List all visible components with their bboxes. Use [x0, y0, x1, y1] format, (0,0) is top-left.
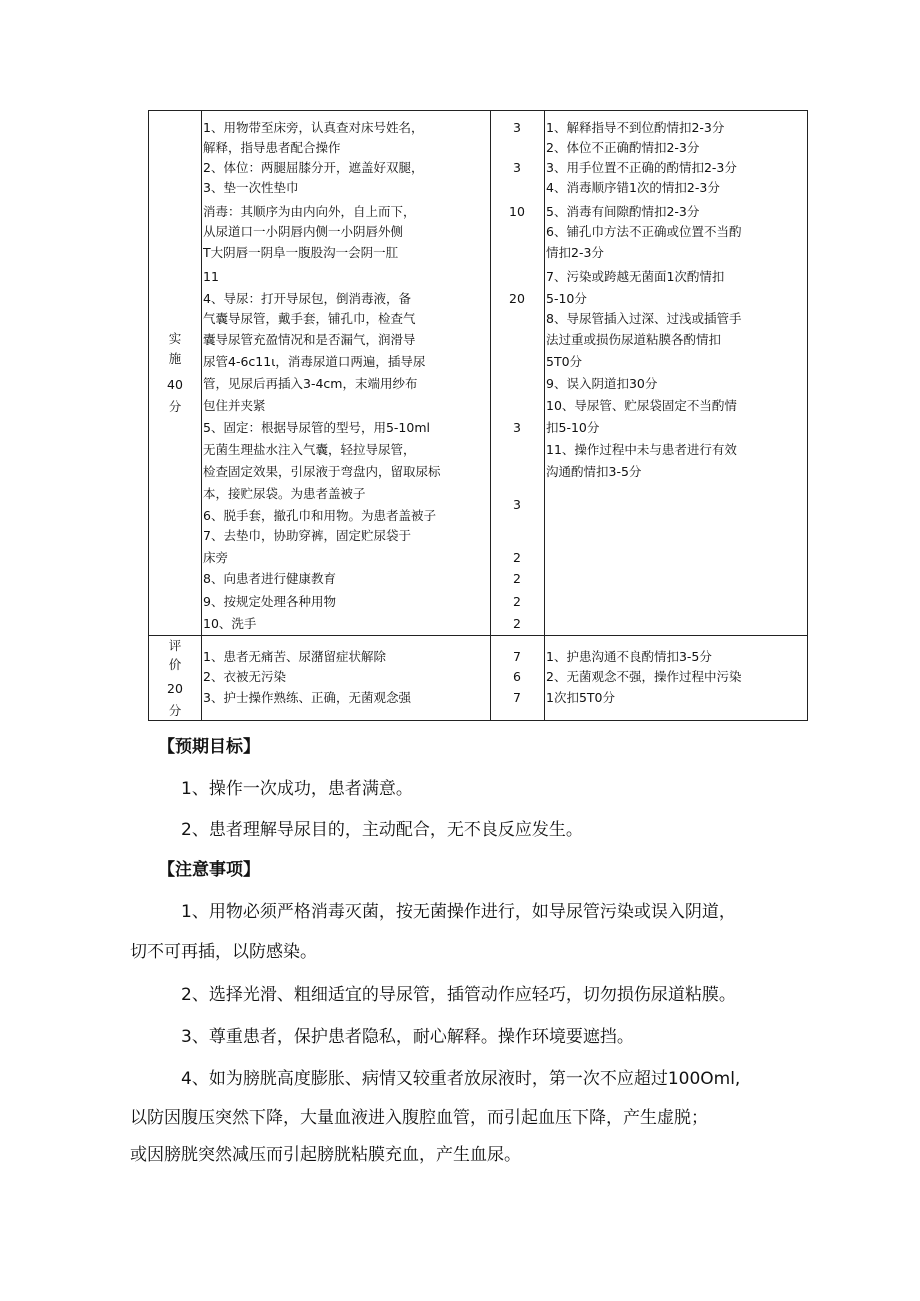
impl-step-line: 尿管4-6c11ι，消毒尿道口两遍，插导尿	[203, 354, 426, 369]
impl-step-line: 气囊导尿管，戴手套，铺孔巾，检查气	[203, 311, 416, 326]
eval-category-label: 价	[168, 657, 182, 672]
impl-step-line: 5、固定：根据导尿管的型号，用5-10ml	[203, 420, 430, 435]
note-line: 切不可再插，以防感染。	[130, 942, 317, 962]
impl-step-line: 7、去垫巾，协助穿裤，固定贮尿袋于	[203, 528, 411, 543]
eval-item-line: 1、患者无痛苦、尿潴留症状解除	[203, 649, 386, 664]
impl-step-line: 消毒：其顺序为由内向外，自上而下，	[203, 204, 416, 219]
impl-deduction-line: 情扣2-3分	[546, 245, 604, 260]
impl-deduction-line: 5T0分	[546, 354, 583, 369]
impl-step-line: 检查固定效果，引尿液于弯盘内，留取尿标	[203, 464, 441, 479]
eval-score: 7	[513, 690, 521, 705]
impl-score: 20	[509, 291, 525, 306]
impl-step-line: 无菌生理盐水注入气囊，轻拉导尿管，	[203, 442, 416, 457]
eval-deduction-line: 1次扣5T0分	[546, 690, 615, 705]
impl-step-line: 6、脱手套，撤孔巾和用物。为患者盖被子	[203, 508, 436, 523]
impl-deduction-line: 法过重或损伤尿道粘膜各酌情扣	[546, 332, 722, 347]
impl-deduction-line: 8、导尿管插入过深、过浅或插管手	[546, 311, 742, 326]
impl-deduction-line: 沟通酌情扣3-5分	[546, 464, 642, 479]
impl-step-line: 11	[203, 269, 219, 284]
note-line: 4、如为膀胱高度膨胀、病情又较重者放尿液时，第一次不应超过100Oml,	[181, 1069, 741, 1089]
impl-deduction-line: 5-10分	[546, 291, 587, 306]
impl-score: 2	[513, 616, 521, 631]
eval-item-line: 2、衣被无污染	[203, 669, 286, 684]
impl-deduction-line: 4、消毒顺序错1次的情扣2-3分	[546, 180, 720, 195]
impl-step-line: 1、用物带至床旁，认真查对床号姓名，	[203, 120, 424, 135]
impl-step-line: T大阴唇一阴阜一腹股沟一会阴一肛	[203, 245, 399, 260]
impl-step-line: 床旁	[203, 550, 229, 565]
impl-step-line: 10、洗手	[203, 616, 257, 631]
scoring-table	[148, 110, 808, 721]
impl-score: 3	[513, 160, 521, 175]
impl-deduction-line: 9、误入阴道扣30分	[546, 376, 658, 391]
impl-step-line: 包住并夹紧	[203, 398, 266, 413]
impl-step-line: 管，见尿后再插入3-4cm，末端用纱布	[203, 376, 418, 391]
expected-goal-item: 1、操作一次成功，患者满意。	[181, 779, 413, 799]
note-line: 3、尊重患者，保护患者隐私，耐心解释。操作环境要遮挡。	[181, 1027, 634, 1047]
impl-category-label: 施	[168, 351, 182, 366]
impl-step-line: 3、垫一次性垫巾	[203, 180, 299, 195]
impl-deduction-line: 2、体位不正确酌情扣2-3分	[546, 140, 700, 155]
impl-score: 3	[513, 497, 521, 512]
column-divider	[201, 111, 202, 720]
impl-step-line: 解释，指导患者配合操作	[203, 140, 341, 155]
impl-step-line: 8、向患者进行健康教育	[203, 571, 336, 586]
impl-score: 2	[513, 571, 521, 586]
expected-goal-item: 2、患者理解导尿目的，主动配合，无不良反应发生。	[181, 820, 583, 840]
impl-step-line: 4、导尿：打开导尿包，倒消毒液，备	[203, 291, 411, 306]
impl-deduction-line: 7、污染或跨越无菌面1次酌情扣	[546, 269, 725, 284]
eval-category-label: 评	[168, 638, 182, 653]
impl-step-line: 9、按规定处理各种用物	[203, 594, 336, 609]
impl-deduction-line: 5、消毒有间隙酌情扣2-3分	[546, 204, 700, 219]
impl-step-line: 从尿道口一小阴唇内侧一小阴唇外侧	[203, 224, 404, 239]
impl-category-label: 实	[168, 331, 182, 346]
impl-deduction-line: 10、导尿管、贮尿袋固定不当酌情	[546, 398, 737, 413]
impl-deduction-line: 1、解释指导不到位酌情扣2-3分	[546, 120, 725, 135]
eval-deduction-line: 1、护患沟通不良酌情扣3-5分	[546, 649, 712, 664]
impl-score: 2	[513, 594, 521, 609]
impl-step-line: 本，接贮尿袋。为患者盖被子	[203, 486, 366, 501]
eval-score: 6	[513, 669, 521, 684]
impl-step-line: 囊导尿管充盈情况和是否漏气，润滑导	[203, 332, 416, 347]
row-divider	[149, 635, 807, 636]
impl-deduction-line: 扣5-10分	[546, 420, 600, 435]
column-divider	[544, 111, 545, 720]
note-line: 2、选择光滑、粗细适宜的导尿管，插管动作应轻巧，切勿损伤尿道粘膜。	[181, 985, 736, 1005]
impl-score: 10	[509, 204, 525, 219]
note-line: 以防因腹压突然下降，大量血液进入腹腔血管，而引起血压下降，产生虚脱；	[130, 1108, 708, 1128]
impl-step-line: 2、体位：两腿屈膝分开，遮盖好双腿，	[203, 160, 424, 175]
notes-heading: 【注意事项】	[158, 860, 260, 880]
impl-score: 3	[513, 120, 521, 135]
expected-goals-heading: 【预期目标】	[158, 737, 260, 757]
eval-category-label: 分	[168, 703, 182, 718]
eval-deduction-line: 2、无菌观念不强，操作过程中污染	[546, 669, 742, 684]
impl-category-label: 40	[167, 377, 183, 392]
impl-score: 2	[513, 550, 521, 565]
impl-deduction-line: 3、用手位置不正确的酌情扣2-3分	[546, 160, 737, 175]
note-line: 1、用物必须严格消毒灭菌，按无菌操作进行，如导尿管污染或误入阴道，	[181, 902, 736, 922]
note-line: 或因膀胱突然减压而引起膀胱粘膜充血，产生血尿。	[130, 1145, 521, 1165]
impl-score: 3	[513, 420, 521, 435]
eval-score: 7	[513, 649, 521, 664]
eval-category-label: 20	[167, 681, 183, 696]
impl-category-label: 分	[168, 399, 182, 414]
impl-deduction-line: 6、铺孔巾方法不正确或位置不当酌	[546, 224, 742, 239]
impl-deduction-line: 11、操作过程中未与患者进行有效	[546, 442, 737, 457]
eval-item-line: 3、护士操作熟练、正确，无菌观念强	[203, 690, 411, 705]
